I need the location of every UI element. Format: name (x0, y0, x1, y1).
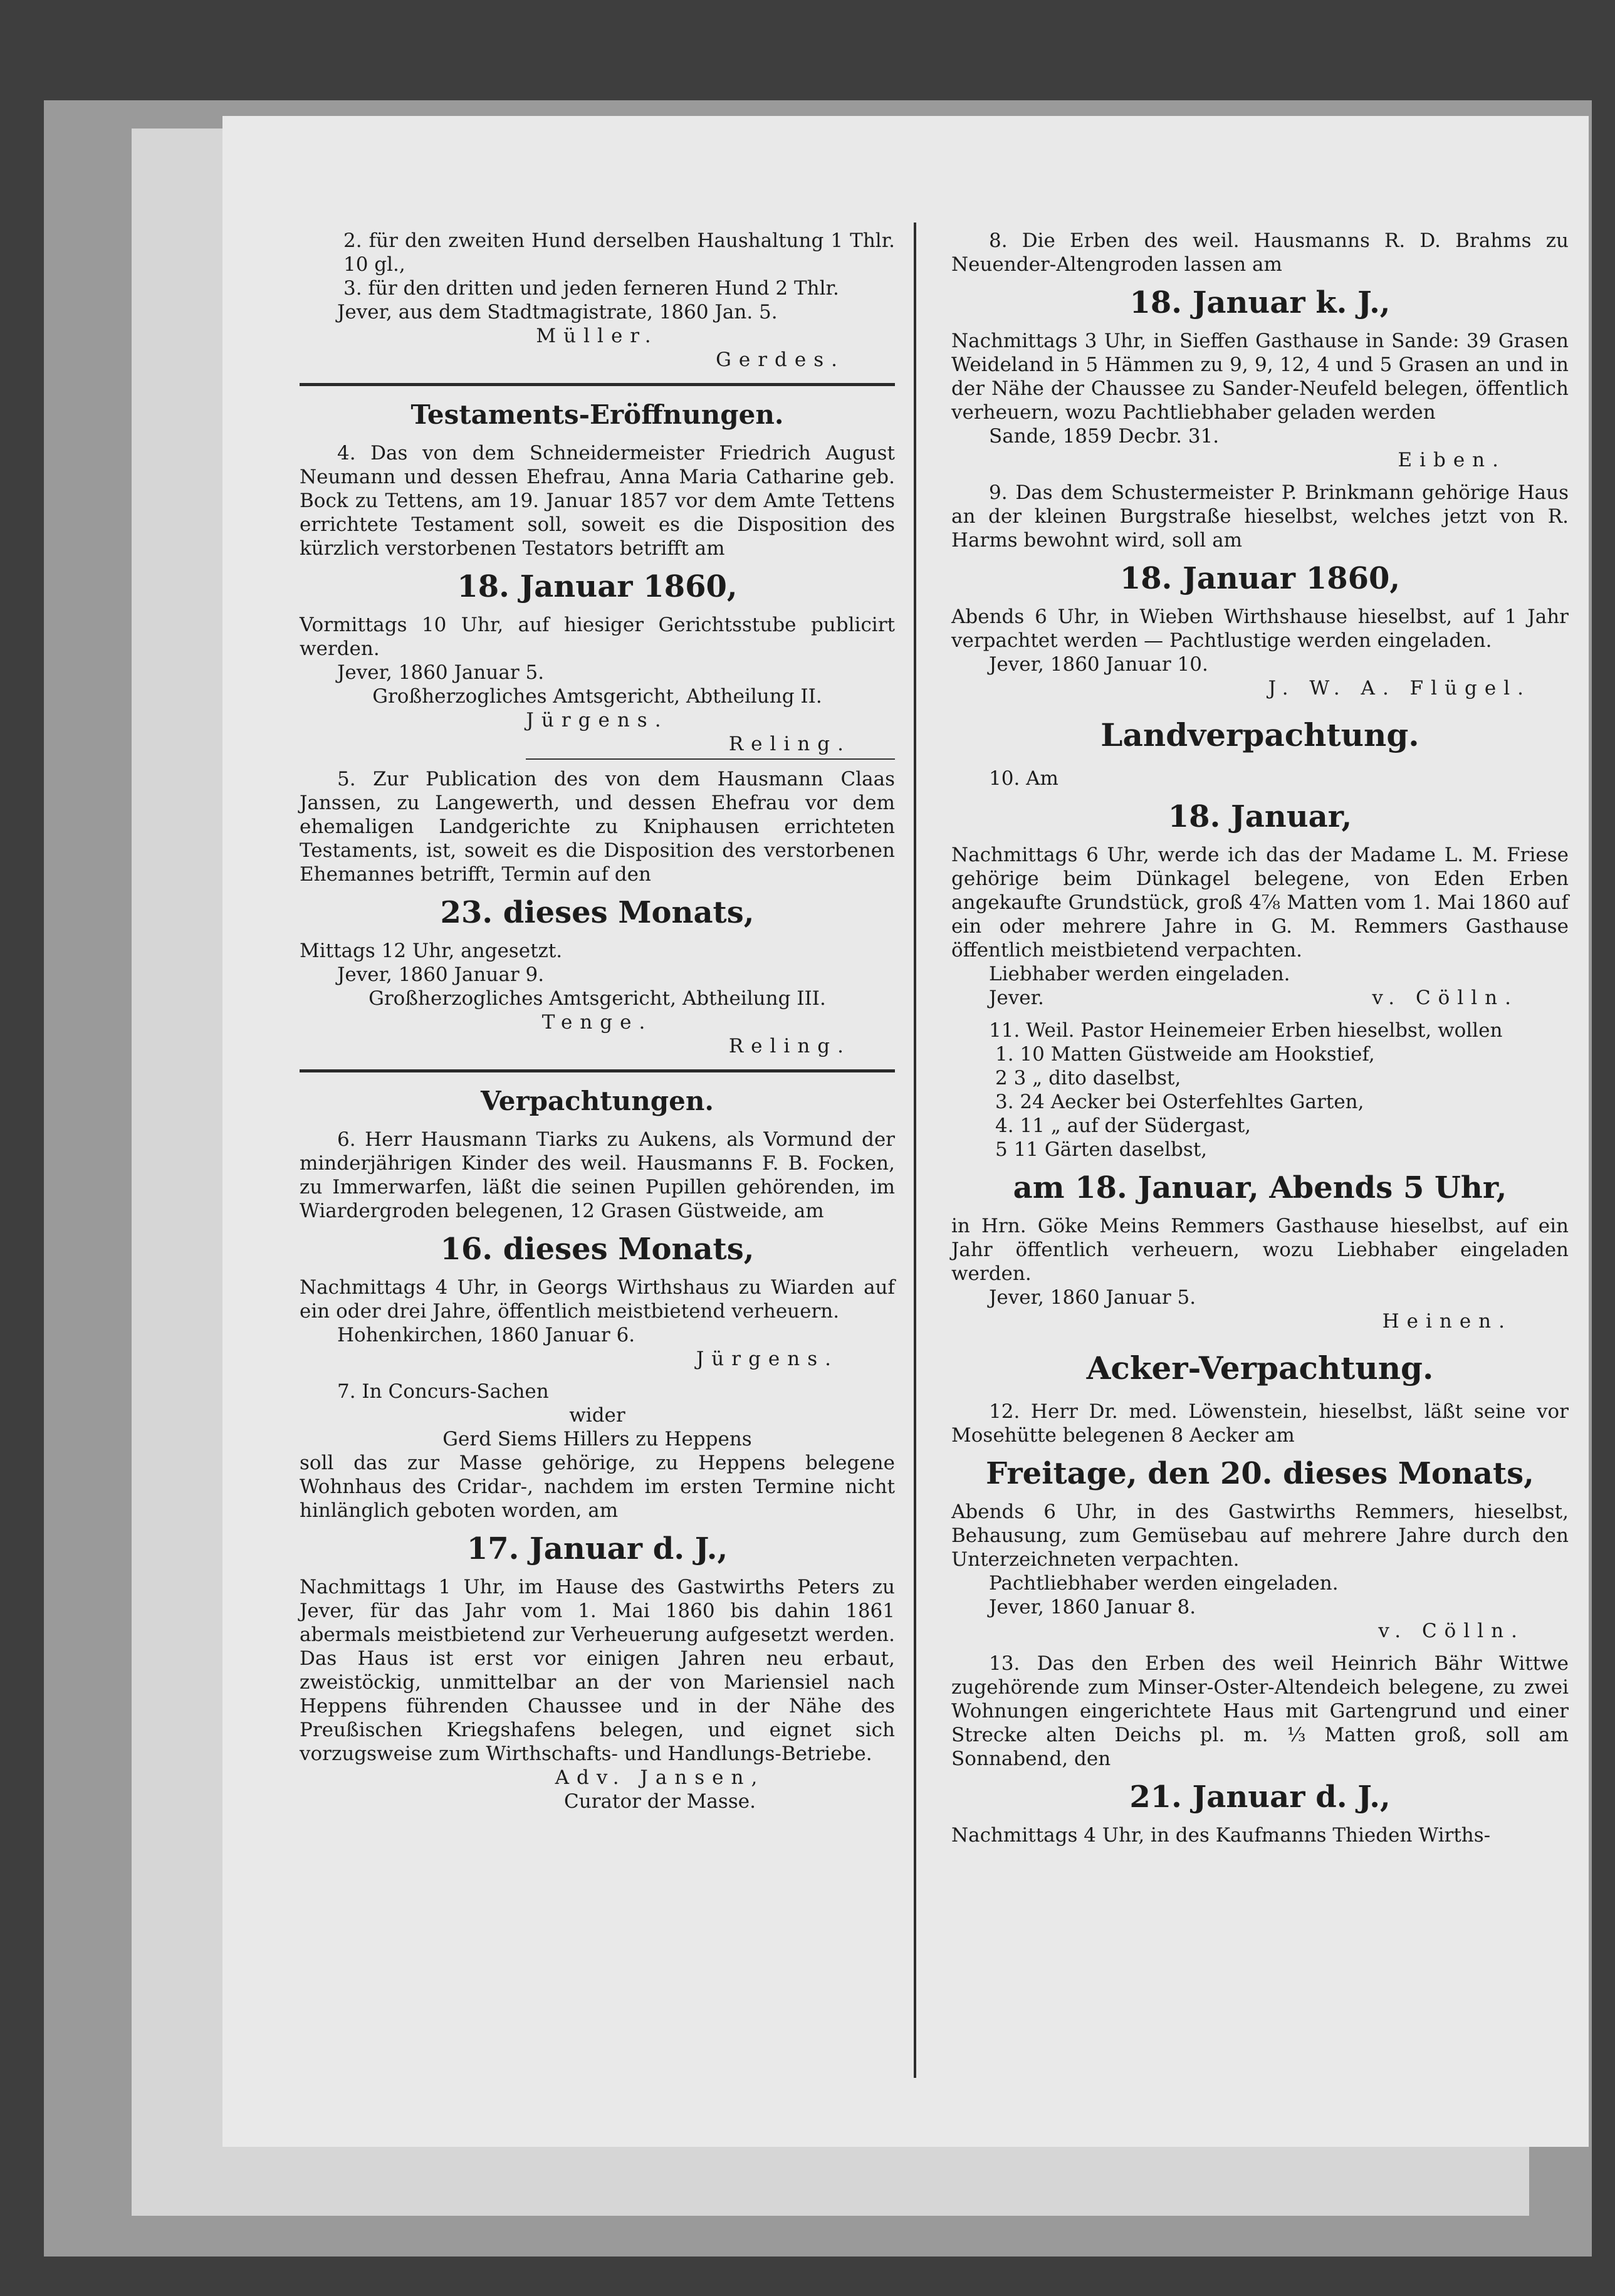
section-rule (300, 383, 895, 386)
intro-line-1: 2. für den zweiten Hund derselben Haushaltung 1 Thlr. 10 gl., (343, 229, 895, 276)
item-8-text: 8. Die Erben des weil. Hausmanns R. D. Brahms zu Neuender-Altengroden lassen am (951, 229, 1569, 276)
item-10-text-b: Nachmittags 6 Uhr, werde ich das der Madame L. M. Friese gehörige beim Dünkagel belegene, von Eden Erben angekaufte Grundstück, groß 4⅞ Matten vom 1. Mai 1860 auf ein oder mehrere Jahre in G. M. Remmers Gasthause öffentlich meistbietend verpachten. (951, 844, 1569, 962)
item-10-signature: v. Cölln. (1372, 987, 1518, 1009)
item-11-place: Jever, 1860 Januar 5. (989, 1286, 1196, 1309)
item-5-signature-a: Tenge. (541, 1011, 653, 1034)
item-7-signature-b: Curator der Masse. (564, 1790, 756, 1813)
item-12-text-b: Abends 6 Uhr, in des Gastwirths Remmers, hieselbst, Behausung, zum Gemüsebau auf mehrere Jahre durch den Unterzeichneten verpachten. (951, 1501, 1569, 1571)
item-4-signature-b: Reling. (728, 733, 851, 755)
item-10-text: 10. Am (989, 767, 1058, 790)
item-7-text-b: wider (569, 1404, 625, 1427)
section-rule (300, 1069, 895, 1072)
item-5-place: Jever, 1860 Januar 9. (337, 963, 545, 986)
item-rule (526, 758, 895, 760)
item-4-signature-a: Jürgens. (526, 709, 669, 731)
item-11-date: am 18. Januar, Abends 5 Uhr, (1013, 1170, 1507, 1205)
item-7-date: 17. Januar d. J., (466, 1531, 728, 1566)
item-13-text-b: Nachmittags 4 Uhr, in des Kaufmanns Thieden Wirths- (951, 1824, 1491, 1847)
item-4-court: Großherzogliches Amtsgericht, Abtheilung II. (372, 685, 822, 708)
item-11-list-3: 3. 24 Aecker bei Osterfehltes Garten, (995, 1091, 1364, 1113)
item-12-text: 12. Herr Dr. med. Löwenstein, hieselbst, läßt seine vor Mosehütte belegenen 8 Aecker am (951, 1400, 1569, 1447)
item-7-signature-a: Adv. Jansen, (555, 1766, 765, 1789)
item-9-signature: J. W. A. Flügel. (1268, 677, 1531, 700)
heading-acker-verpachtung: Acker-Verpachtung. (1086, 1350, 1434, 1387)
item-12-place: Jever, 1860 Januar 8. (989, 1596, 1196, 1618)
item-9-place: Jever, 1860 Januar 10. (989, 653, 1208, 676)
item-12-signature: v. Cölln. (1378, 1620, 1525, 1642)
intro-line-3: Jever, aus dem Stadtmagistrate, 1860 Jan. 5. (337, 301, 778, 323)
item-4-text: 4. Das von dem Schneidermeister Friedrich August Neumann und dessen Ehefrau, Anna Maria Catharine geb. Bock zu Tettens, am 19. Januar 1857 vor dem Amte Tettens errichtete Testament soll, soweit es die Disposition des kürzlich verstorbenen Testators betrifft am (300, 442, 895, 560)
item-10-text-c: Liebhaber werden eingeladen. (989, 963, 1290, 985)
item-5-text-b: Mittags 12 Uhr, angesetzt. (300, 940, 563, 962)
left-column (300, 229, 895, 1813)
item-5-text: 5. Zur Publication des von dem Hausmann Claas Janssen, zu Langewerth, und dessen Ehefrau vor dem ehemaligen Landgerichte zu Kniphausen errichteten Testaments, ist, soweit es die Disposition des verstorbenen Ehemannes betrifft, Termin auf den (300, 768, 895, 886)
item-7-text-c: Gerd Siems Hillers zu Heppens (442, 1428, 752, 1450)
item-11-list-2: 2 3 „ dito daselbst, (995, 1067, 1181, 1089)
item-8-place: Sande, 1859 Decbr. 31. (989, 425, 1220, 448)
item-6-text: 6. Herr Hausmann Tiarks zu Aukens, als Vormund der minderjährigen Kinder des weil. Hausmanns F. B. Focken, zu Immerwarfen, läßt die seinen Pupillen gehörenden, im Wiardergroden belegenen, 12 Grasen Güstweide, am (300, 1128, 895, 1222)
item-5-date: 23. dieses Monats, (440, 895, 755, 930)
item-9-text: 9. Das dem Schustermeister P. Brinkmann gehörige Haus an der kleinen Burgstraße hieselbst, welches jetzt von R. Harms bewohnt wird, soll am (951, 481, 1569, 552)
item-8-signature: Eiben. (1398, 449, 1506, 471)
item-4-place: Jever, 1860 Januar 5. (337, 661, 545, 684)
intro-signature-2: Gerdes. (716, 349, 845, 371)
item-11-signature: Heinen. (1382, 1310, 1512, 1333)
item-6-signature: Jürgens. (696, 1348, 839, 1370)
item-10-date: 18. Januar, (1168, 799, 1352, 834)
item-5-court: Großherzogliches Amtsgericht, Abtheilung III. (368, 987, 826, 1010)
heading-testaments: Testaments-Eröffnungen. (410, 399, 784, 430)
heading-verpachtungen: Verpachtungen. (481, 1086, 714, 1116)
item-6-place: Hohenkirchen, 1860 Januar 6. (337, 1324, 635, 1346)
item-4-date: 18. Januar 1860, (457, 569, 738, 604)
intro-signature: Müller. (536, 325, 659, 347)
item-13-date: 21. Januar d. J., (1129, 1780, 1391, 1815)
item-5-signature-b: Reling. (728, 1035, 851, 1057)
item-9-date: 18. Januar 1860, (1119, 561, 1401, 596)
item-12-text-c: Pachtliebhaber werden eingeladen. (989, 1572, 1339, 1595)
item-6-date: 16. dieses Monats, (440, 1232, 755, 1267)
intro-line-2: 3. für den dritten und jeden ferneren Hund 2 Thlr. (343, 277, 839, 300)
right-column (951, 229, 1569, 1847)
column-divider (914, 223, 916, 2078)
item-12-date: Freitage, den 20. dieses Monats, (986, 1456, 1534, 1491)
item-7-text-e: Nachmittags 1 Uhr, im Hause des Gastwirths Peters zu Jever, für das Jahr vom 1. Mai 1860 bis dahin 1861 abermals meistbietend zur Verheuerung aufgesetzt werden. Das Haus ist erst vor einigen Jahren neu erbaut, zweistöckig, unmittelbar an der von Mariensiel nach Heppens führenden Chaussee und in der Nähe des Preußischen Kriegshafens belegen, und eignet sich vorzugsweise zum Wirthschafts- und Handlungs-Betriebe. (300, 1576, 895, 1765)
item-4-text-b: Vormittags 10 Uhr, auf hiesiger Gerichtsstube publicirt werden. (300, 614, 895, 660)
heading-landverpachtung: Landverpachtung. (1100, 716, 1419, 753)
item-8-text-b: Nachmittags 3 Uhr, in Sieffen Gasthause in Sande: 39 Grasen Weideland in 5 Hämmen zu 9, 9, 12, 4 und 5 Grasen an und in der Nähe der Chaussee zu Sander-Neufeld belegen, öffentlich verheuern, wozu Pachtliebhaber geladen werden (951, 330, 1569, 424)
item-11-text-b: in Hrn. Göke Meins Remmers Gasthause hieselbst, auf ein Jahr öffentlich verheuern, wozu Liebhaber eingeladen werden. (951, 1215, 1569, 1285)
item-13-text: 13. Das den Erben des weil Heinrich Bähr Wittwe zugehörende zum Minser-Oster-Altendeich belegene, zu zwei Wohnungen eingerichtete Haus mit Gartengrund und einer Strecke alten Deichs pl. m. ⅓ Matten groß, soll am Sonnabend, den (951, 1652, 1569, 1770)
item-7-text-a: 7. In Concurs-Sachen (337, 1380, 549, 1403)
item-11-list-5: 5 11 Gärten daselbst, (995, 1138, 1208, 1161)
item-11-text: 11. Weil. Pastor Heinemeier Erben hieselbst, wollen (989, 1019, 1503, 1042)
item-10-place: Jever. (989, 987, 1044, 1009)
item-8-date: 18. Januar k. J., (1129, 285, 1391, 320)
item-7-text-d: soll das zur Masse gehörige, zu Heppens belegene Wohnhaus des Cridar-, nachdem im ersten Termine nicht hinlänglich geboten worden, am (300, 1452, 895, 1522)
item-11-list-4: 4. 11 „ auf der Südergast, (995, 1114, 1252, 1137)
item-6-text-b: Nachmittags 4 Uhr, in Georgs Wirthshaus zu Wiarden auf ein oder drei Jahre, öffentlich meistbietend verheuern. (300, 1276, 895, 1323)
item-11-list-1: 1. 10 Matten Güstweide am Hookstief, (995, 1043, 1375, 1066)
item-9-text-b: Abends 6 Uhr, in Wieben Wirthshause hieselbst, auf 1 Jahr verpachtet werden — Pachtlustige werden eingeladen. (951, 605, 1569, 652)
